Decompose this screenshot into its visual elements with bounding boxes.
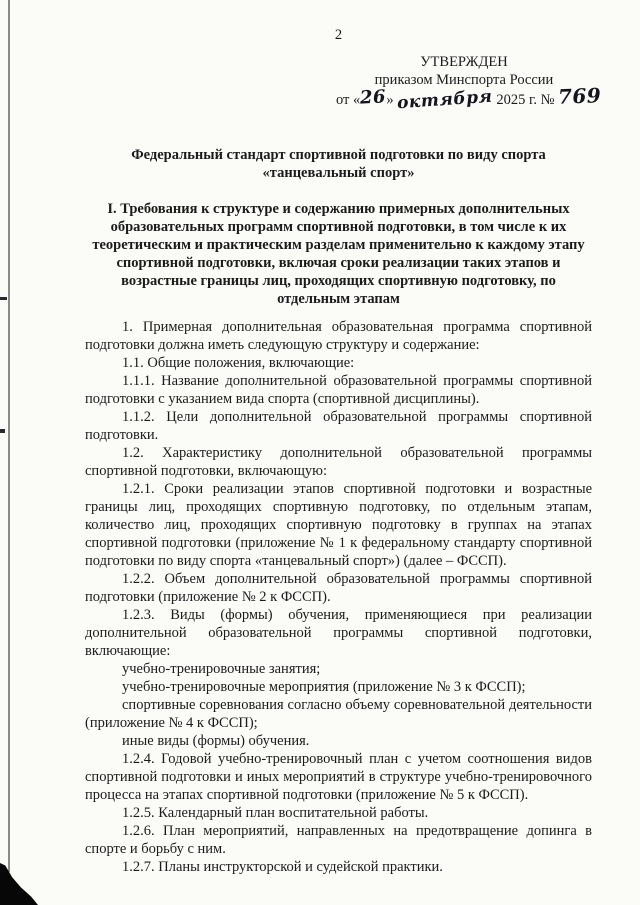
paragraph: 1.2.2. Объем дополнительной образовательной программы спортивной подготовки (приложение № 2 к ФССП). (85, 570, 592, 605)
paragraph: спортивные соревнования согласно объему соревновательной деятельности (приложение № 4 к ФССП); (85, 696, 592, 731)
paragraph: 1.1. Общие положения, включающие: (122, 354, 355, 371)
paragraph: учебно-тренировочные мероприятия (приложение № 3 к ФССП); (122, 678, 526, 695)
paragraph: 1.2.6. План мероприятий, направленных на предотвращение допинга в спорте и борьбу с ним. (85, 822, 592, 857)
handwritten-month: октября (396, 86, 494, 114)
scan-artifact-ink-blob (0, 863, 38, 905)
paragraph: 1.1.1. Название дополнительной образовательной программы спортивной подготовки с указанием вида спорта (спортивной дисциплины). (85, 372, 592, 407)
paragraph: 1.2.3. Виды (формы) обучения, применяющиеся при реализации дополнительной образовательной программы спортивной подготовки, включающие: (85, 606, 592, 659)
paragraph: учебно-тренировочные занятия; (122, 660, 321, 677)
approval-date-close-quote: » (386, 92, 398, 108)
document-body (85, 318, 592, 876)
paragraph: 1.2. Характеристику дополнительной образовательной программы спортивной подготовки, включающую: (85, 444, 592, 479)
approval-date-prefix: от « (336, 92, 361, 108)
paragraph: 1.2.5. Календарный план воспитательной работы. (122, 804, 429, 821)
paragraph: 1.2.4. Годовой учебно-тренировочный план с учетом соотношения видов спортивной подготовки и иных мероприятий в структуре учебно-тренировочного процесса на этапах спортивной подготовки (приложение № 5 к ФССП). (85, 750, 592, 803)
paragraph: 1.1.2. Цели дополнительной образовательной программы спортивной подготовки. (85, 408, 592, 443)
paragraph: 1. Примерная дополнительная образовательная программа спортивной подготовки должна иметь следующую структуру и содержание: (85, 318, 592, 353)
section-heading: I. Требования к структуре и содержанию примерных дополнительных образовательных программ спортивной подготовки, в том числе к их теоретическим и практическим разделам применительно к каждому этапу спортивной подготовки, включая сроки реализации таких этапов и возрастные границы лиц, проходящих спортивную подготовку, по отдельным этапам (92, 200, 585, 307)
approval-line-approved: УТВЕРЖДЕН (420, 54, 508, 70)
approval-date-year-number-label: 2025 г. № (492, 92, 559, 108)
scan-artifact-vertical-line (8, 0, 10, 872)
page-number: 2 (334, 27, 343, 43)
paragraph: иные виды (формы) обучения. (122, 732, 310, 749)
paragraph: 1.2.7. Планы инструкторской и судейской практики. (122, 858, 443, 875)
paragraph: 1.2.1. Сроки реализации этапов спортивной подготовки и возрастные границы лиц, проходящих спортивную подготовку, по отдельным этапам, количество лиц, проходящих спортивную подготовку в группах на этапах спортивной подготовки (приложение № 1 к федеральному стандарту спортивной подготовки по виду спорта «танцевальный спорт») (далее – ФССП). (85, 480, 592, 569)
approval-line-order: приказом Минспорта России (374, 71, 554, 88)
scan-artifact-tick-1 (0, 297, 7, 300)
document-title: Федеральный стандарт спортивной подготовки по виду спорта «танцевальный спорт» (131, 146, 546, 181)
handwritten-day: 26 (359, 86, 387, 109)
handwritten-order-number: 769 (557, 83, 602, 109)
approval-line-date (336, 83, 602, 114)
scan-artifact-tick-2 (0, 429, 5, 433)
approval-block (336, 54, 602, 114)
